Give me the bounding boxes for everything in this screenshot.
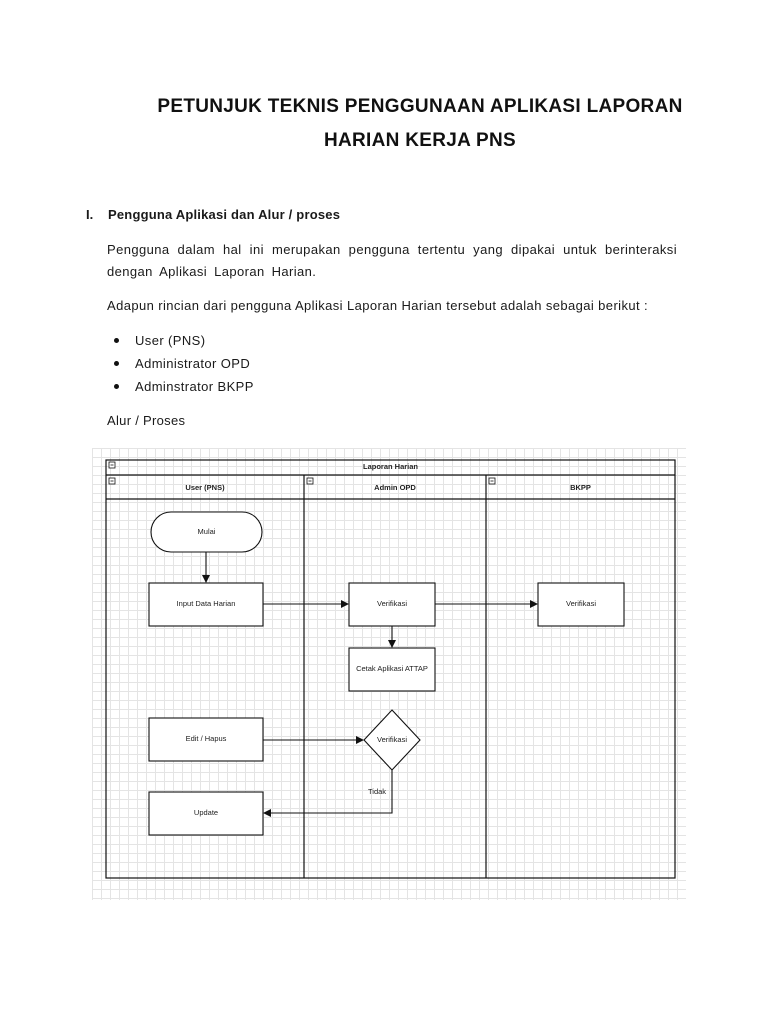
section-number: I. xyxy=(86,207,94,222)
section-heading: Pengguna Aplikasi dan Alur / proses xyxy=(108,207,341,222)
flowchart-shapes xyxy=(92,448,686,900)
edge-label-tidak: Tidak xyxy=(367,787,387,796)
document-title-line2: HARIAN KERJA PNS xyxy=(323,130,516,151)
list-item xyxy=(114,377,254,400)
lane-title-bkpp: BKPP xyxy=(570,483,591,492)
list-item xyxy=(114,331,254,354)
node-verif-bkpp-label: Verifikasi xyxy=(565,599,596,608)
lane-title-admin-opd: Admin OPD xyxy=(374,483,416,492)
bullet-icon xyxy=(114,361,119,366)
bullet-icon xyxy=(114,384,119,389)
list-item xyxy=(114,354,254,377)
node-decision-label: Verifikasi xyxy=(376,735,407,744)
pool-title: Laporan Harian xyxy=(362,462,418,471)
flowchart-diagram xyxy=(92,448,686,900)
node-input-label: Input Data Harian xyxy=(176,599,236,608)
lane-title-user: User (PNS) xyxy=(185,483,225,492)
list-item-label: Administrator OPD xyxy=(135,356,251,371)
paragraph-pengguna: Pengguna dalam hal ini merupakan pengguna tertentu yang dipakai untuk berinteraksi dengan Aplikasi Laporan Harian. xyxy=(107,242,677,279)
list-item-label: User (PNS) xyxy=(135,333,206,348)
user-role-list xyxy=(114,331,254,400)
bullet-icon xyxy=(114,338,119,343)
paragraph-rincian: Adapun rincian dari pengguna Aplikasi Laporan Harian tersebut adalah sebagai berikut : xyxy=(107,298,649,313)
document-title-line1: PETUNJUK TEKNIS PENGGUNAAN APLIKASI LAPORAN xyxy=(157,96,683,117)
node-start-label: Mulai xyxy=(197,527,216,536)
node-cetak-label: Cetak Aplikasi ATTAP xyxy=(356,664,428,673)
flow-label: Alur / Proses xyxy=(107,413,186,428)
list-item-label: Adminstrator BKPP xyxy=(135,379,254,394)
node-update-label: Update xyxy=(193,808,219,817)
node-verif-opd-label: Verifikasi xyxy=(376,599,407,608)
node-edit-label: Edit / Hapus xyxy=(185,734,227,743)
